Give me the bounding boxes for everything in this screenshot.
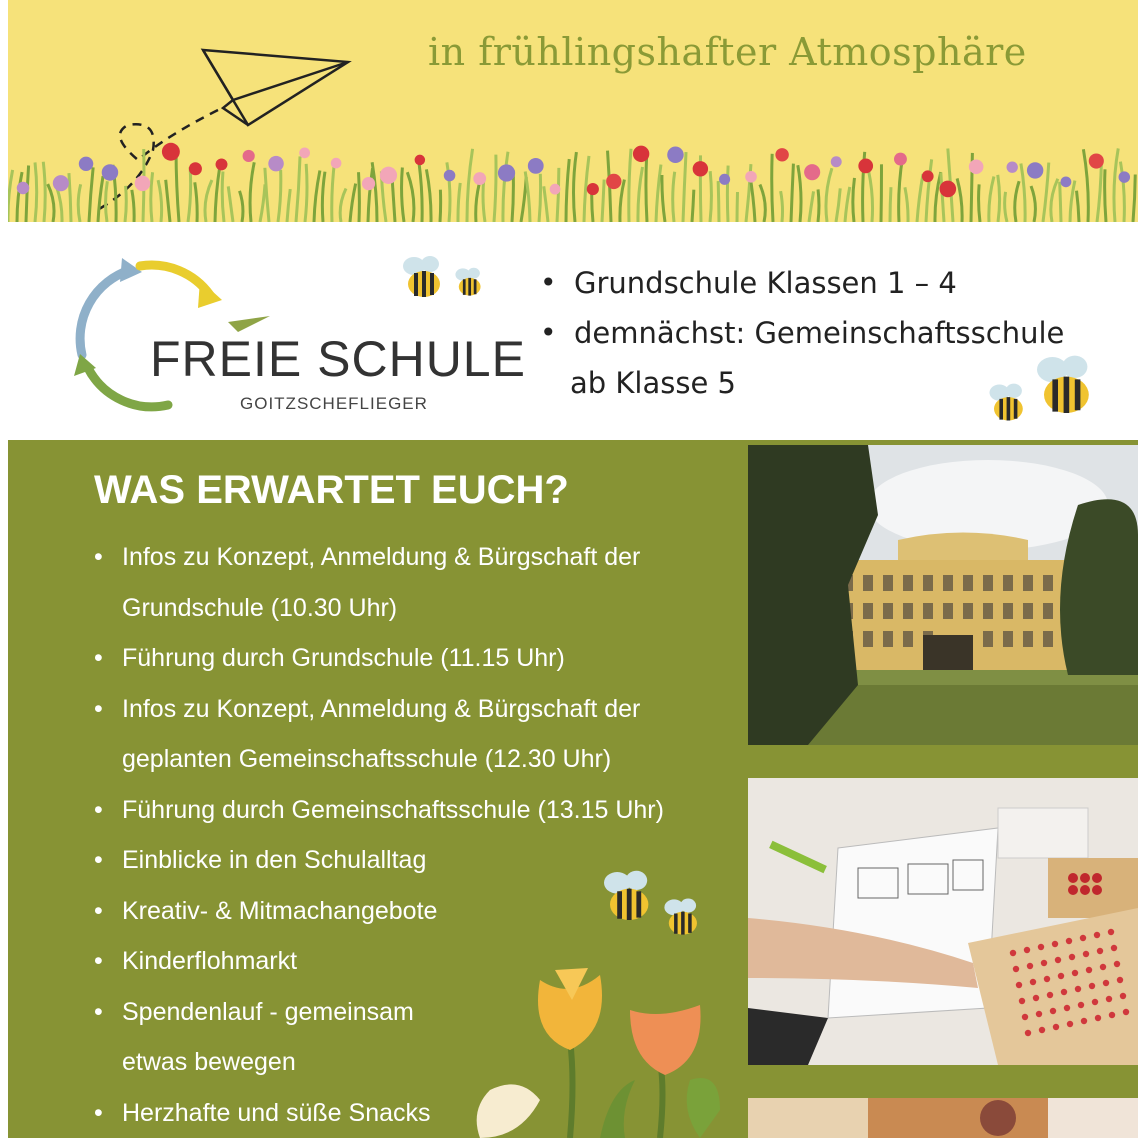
flower-icon (528, 158, 544, 174)
list-item: • Kinderflohmarkt (94, 936, 664, 987)
flower-border (8, 130, 1138, 222)
flower-icon (415, 155, 426, 166)
flower-icon (693, 161, 708, 176)
tagline: in frühlingshafter Atmosphäre (428, 30, 1027, 74)
list-item: etwas bewegen (122, 1048, 296, 1076)
list-item: • Führung durch Grundschule (11.15 Uhr) (94, 633, 664, 684)
flower-icon (243, 150, 255, 162)
flower-icon (606, 174, 621, 189)
bee-icon (598, 866, 658, 926)
flower-icon (17, 182, 30, 195)
section-title: WAS ERWARTET EUCH? (94, 468, 569, 512)
list-item: • Herzhafte und süße Snacks (94, 1088, 664, 1138)
flower-icon (894, 153, 907, 166)
list-item: ab Klasse 5 (570, 366, 736, 400)
list-item: Grundschule (10.30 Uhr) (122, 593, 398, 622)
flower-icon (633, 146, 649, 162)
flower-icon (969, 159, 984, 174)
flower-icon (745, 171, 757, 183)
bee-icon (1030, 350, 1100, 420)
flower-icon (79, 157, 93, 171)
spring-banner (8, 0, 1138, 222)
bee-icon (452, 265, 486, 299)
bee-icon (398, 252, 448, 302)
list-item: geplanten Gemeinschaftsschule (12.30 Uhr) (122, 745, 612, 773)
school-subtitle: GOITZSCHEFLIEGER (240, 394, 428, 413)
flower-icon (362, 177, 375, 190)
flower-icon (1027, 162, 1043, 178)
flower-icon (940, 181, 957, 198)
flower-icon (858, 159, 873, 174)
flower-icon (550, 184, 561, 195)
flower-icon (53, 175, 69, 191)
school-name: FREIE SCHULE (150, 331, 526, 387)
flower-icon (1007, 162, 1018, 173)
flower-icon (719, 174, 730, 185)
classroom-table-photo (748, 778, 1138, 1065)
flower-icon (216, 158, 228, 170)
flower-icon (189, 162, 202, 175)
school-building-photo (748, 445, 1138, 745)
children-activity-photo (748, 1098, 1138, 1138)
list-item: • Grundschule Klassen 1 – 4 (540, 258, 1064, 308)
tulip-icon (460, 960, 720, 1138)
flower-icon (587, 183, 599, 195)
list-item: • Infos zu Konzept, Anmeldung & Bürgschaft der (94, 684, 664, 735)
flower-icon (775, 148, 788, 161)
flower-icon (1089, 153, 1104, 168)
flower-icon (922, 170, 934, 182)
list-item: • demnächst: Gemeinschaftsschule (540, 308, 1064, 358)
flower-icon (299, 147, 310, 158)
flower-icon (667, 147, 683, 163)
list-item: • Führung durch Gemeinschaftsschule (13.15 Uhr) (94, 785, 664, 836)
flower-icon (1061, 176, 1072, 187)
flower-icon (102, 164, 118, 180)
list-item: • Einblicke in den Schulalltag (94, 835, 664, 886)
flower-icon (444, 170, 456, 182)
flower-icon (804, 164, 820, 180)
flower-icon (268, 156, 283, 171)
bee-icon (985, 380, 1030, 425)
flower-icon (831, 156, 842, 167)
list-item: • Spendenlauf - gemeinsam (94, 987, 664, 1038)
flower-icon (162, 143, 180, 161)
list-item: • Kreativ- & Mitmachangebote (94, 886, 664, 937)
flower-icon (473, 172, 486, 185)
flower-icon (135, 176, 150, 191)
list-item: • Infos zu Konzept, Anmeldung & Bürgschaft der (94, 532, 664, 583)
flower-icon (1119, 171, 1130, 182)
bee-icon (660, 895, 704, 939)
flower-icon (331, 158, 342, 169)
flower-icon (498, 164, 515, 181)
flower-icon (380, 167, 397, 184)
